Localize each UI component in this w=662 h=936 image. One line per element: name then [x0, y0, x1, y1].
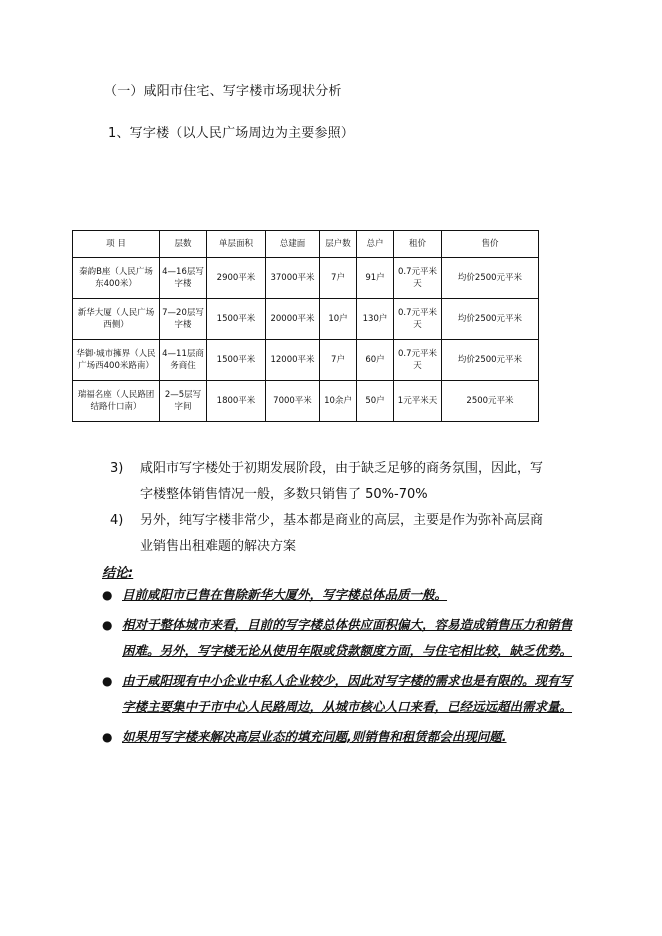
table-cell: 4—16层写字楼 — [160, 258, 207, 299]
table-cell: 瑞福名座（人民路团结路什口南） — [73, 381, 160, 422]
list-item — [100, 582, 580, 608]
conclusion-title: 结论: — [102, 566, 134, 581]
bullet-icon: ● — [102, 730, 113, 744]
list-item — [100, 668, 580, 720]
table-row — [73, 258, 539, 299]
paragraph-line — [110, 456, 543, 482]
table-cell: 0.7元平米天 — [394, 340, 442, 381]
table-cell: 60户 — [357, 340, 394, 381]
paragraph-text: 咸阳市写字楼处于初期发展阶段，由于缺乏足够的商务氛围，因此，写 — [140, 461, 544, 476]
paragraph-continuation: 业销售出租难题的解决方案 — [140, 539, 297, 554]
header-cell-units-per-floor: 层户数 — [320, 231, 357, 258]
header-cell-total-units: 总户 — [357, 231, 394, 258]
table-cell: 0.7元平米天 — [394, 299, 442, 340]
paragraph-continuation: 字楼整体销售情况一般，多数只销售了 50%-70% — [140, 487, 428, 502]
table-cell: 1800平米 — [207, 381, 266, 422]
list-item-text: 由于咸阳现有中小企业中私人企业较少，因此对写字楼的需求也是有限的。现有写字楼主要集中于市中心人民路周边，从城市核心人口来看，已经远远超出需求量。 — [122, 673, 573, 714]
table-cell: 1500平米 — [207, 299, 266, 340]
paragraph-text: 另外，纯写字楼非常少，基本都是商业的高层，主要是作为弥补高层商 — [140, 513, 544, 528]
bullet-icon: ● — [102, 674, 113, 688]
conclusion-list — [100, 582, 580, 754]
header-cell-project: 项 目 — [73, 231, 160, 258]
table-cell: 7户 — [320, 340, 357, 381]
table-cell: 91户 — [357, 258, 394, 299]
table-cell: 秦韵B座（人民广场东400米） — [73, 258, 160, 299]
paragraph-number: 3) — [110, 461, 124, 476]
table-cell: 7000平米 — [266, 381, 320, 422]
table-cell: 37000平米 — [266, 258, 320, 299]
bullet-icon: ● — [102, 618, 113, 632]
list-item-text: 相对于整体城市来看，目前的写字楼总体供应面积偏大，容易造成销售压力和销售困难。另外，写字楼无论从使用年限或贷款额度方面，与住宅相比较，缺乏优势。 — [122, 617, 573, 658]
office-market-table — [72, 230, 539, 422]
table-cell: 10余户 — [320, 381, 357, 422]
table-cell: 2900平米 — [207, 258, 266, 299]
table-cell: 均价2500元平米 — [442, 258, 539, 299]
table-cell: 华御·城市擁界（人民广场西400米路南） — [73, 340, 160, 381]
table-cell: 7户 — [320, 258, 357, 299]
header-cell-total-area: 总建面 — [266, 231, 320, 258]
table-cell: 1500平米 — [207, 340, 266, 381]
table-row — [73, 299, 539, 340]
list-item — [100, 612, 580, 664]
table-cell: 12000平米 — [266, 340, 320, 381]
table-cell: 50户 — [357, 381, 394, 422]
table-cell: 均价2500元平米 — [442, 299, 539, 340]
bullet-icon: ● — [102, 588, 113, 602]
list-item-text: 如果用写字楼来解决高层业态的填充问题,则销售和租赁都会出现问题. — [122, 729, 507, 744]
table-cell: 2500元平米 — [442, 381, 539, 422]
table-header-row — [73, 231, 539, 258]
paragraph-3 — [110, 456, 543, 508]
header-cell-sale-price: 售价 — [442, 231, 539, 258]
table-row — [73, 381, 539, 422]
header-cell-floor-area: 单层面积 — [207, 231, 266, 258]
table-cell: 2—5层写字间 — [160, 381, 207, 422]
section-title: （一）咸阳市住宅、写字楼市场现状分析 — [104, 84, 342, 99]
table-cell: 130户 — [357, 299, 394, 340]
table-cell: 4—11层商务商住 — [160, 340, 207, 381]
table-cell: 1元平米天 — [394, 381, 442, 422]
table-cell: 10户 — [320, 299, 357, 340]
list-item-text: 目前咸阳市已售在售除新华大厦外，写字楼总体品质一般。 — [122, 587, 448, 602]
table-cell: 20000平米 — [266, 299, 320, 340]
paragraph-line — [110, 508, 543, 534]
table-cell: 新华大厦（人民广场西侧） — [73, 299, 160, 340]
paragraph-number: 4) — [110, 513, 124, 528]
table-cell: 均价2500元平米 — [442, 340, 539, 381]
paragraph-4 — [110, 508, 543, 560]
table-cell: 7—20层写字楼 — [160, 299, 207, 340]
table-row — [73, 340, 539, 381]
subsection-title: 1、写字楼（以人民广场周边为主要参照） — [108, 126, 355, 141]
header-cell-floors: 层数 — [160, 231, 207, 258]
list-item — [100, 724, 580, 750]
header-cell-rent: 租价 — [394, 231, 442, 258]
table-cell: 0.7元平米天 — [394, 258, 442, 299]
